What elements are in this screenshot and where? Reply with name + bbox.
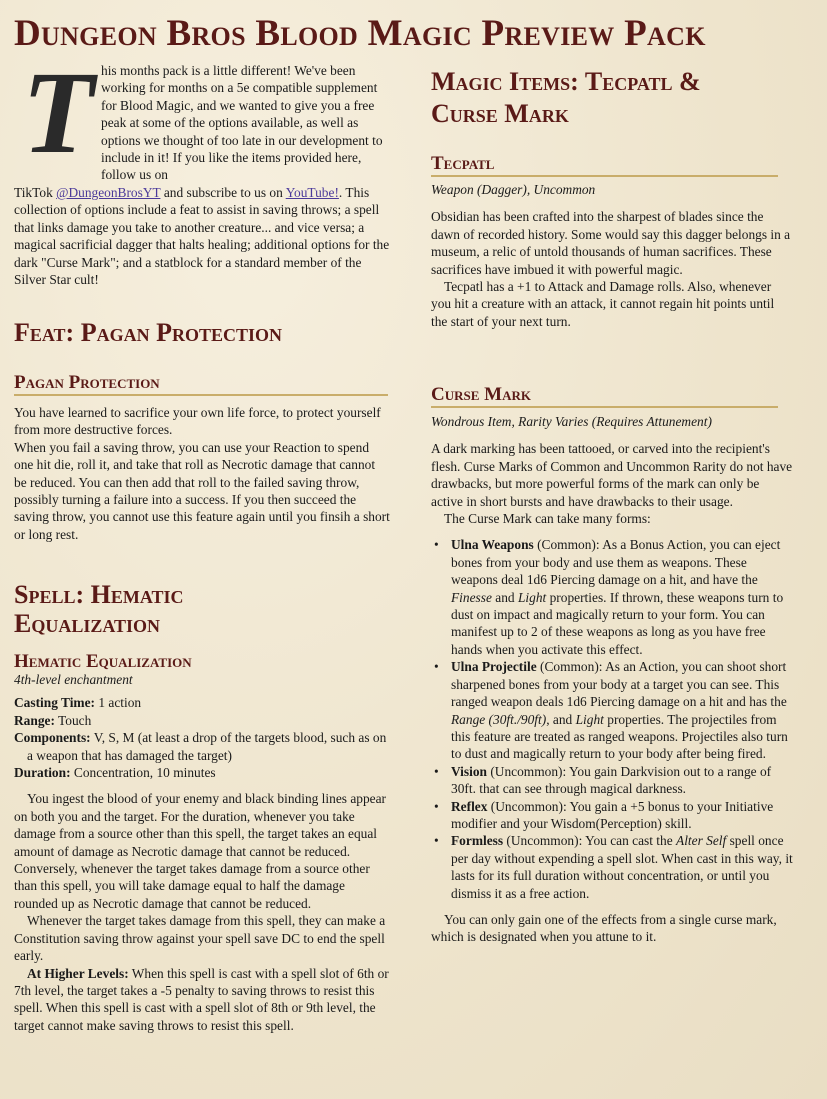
tecpatl-paragraph-2: Tecpatl has a +1 to Attack and Damage rolls. Also, whenever you hit a creature with an attack, it cannot regain hit points until the start of your next turn.	[431, 279, 775, 329]
list-item: • Ulna Projectile (Common): As an Action, you can shoot short sharpened bones from your body at a target you can see. This ranged weapon deals 1d6 Piercing damage on a hit and has the Range (30ft./90ft), and Light properties. The projectiles from this feature are treated as ranged weapons. Projectiles also turn to dust and magically return to your body after being fired.	[431, 658, 793, 762]
intro-text-top	[101, 62, 391, 184]
casting-time-value: 1 action	[98, 695, 142, 711]
tiktok-prefix: TikTok	[14, 185, 53, 200]
feat-paragraph-1: You have learned to sacrifice your own life force, to protect yourself from more destructive forces.	[14, 405, 381, 438]
higher-levels-text: When this spell is cast with a spell slot of 6th or 7th level, the target takes a -5 penalty to saving throws to resist this spell. When this spell is cast with a spell slot of 8th or 9th level, the target cannot make saving throws to resist this spell.	[14, 965, 389, 1033]
tiktok-link[interactable]: @DungeonBrosYT	[56, 185, 161, 200]
spell-name: Hematic Equalization	[14, 651, 192, 672]
components-value: V, S, M (at least a drop of the targets blood, such as on a weapon that has damaged the target)	[27, 730, 387, 763]
tecpatl-name: Tecpatl	[431, 153, 495, 174]
curse-mark-paragraph-1: A dark marking has been tattooed, or carved into the recipient's flesh. Curse Marks of Common and Uncommon Rarity do not have drawbacks, but more powerful forms of the mark can only be active in short bursts and have drawbacks to their usage.	[431, 441, 793, 509]
feat-name: Pagan Protection	[14, 372, 160, 393]
curse-mark-paragraph-3: You can only gain one of the effects from a single curse mark, which is designated when you attune to it.	[431, 911, 777, 945]
tecpatl-body	[431, 181, 793, 330]
intro-paragraph-b: TikTok @DungeonBrosYT and subscribe to us on YouTube!. This collection of options include a feat to assist in saving throws; a spell that links damage you take to another creature... and vice versa; a magical sacrificial dagger that halts healing; additional options for the dark "Curse Mark"; and a statblock for a standard member of the Silver Star cult!	[14, 185, 390, 288]
intro-paragraph-a: his months pack is a little different! We've been working for months on a 5e compatible supplement for Blood Magic, and we wanted to give you a free peak at some of the options available, as well as options we thought of too late in our development to include in it! If you like the items provided here, follow us on	[101, 63, 383, 183]
intro-summary: This collection of options include a feat to assist in saving throws; a spell that links damage you take to another creature... and vice versa; a magical sacrificial dagger that halts healing; additional options for the dark "Curse Mark"; and a statblock for a standard member of the Silver Star cult!	[14, 185, 390, 288]
feat-body	[14, 404, 390, 543]
spell-body	[14, 671, 390, 1034]
intro-text-bottom	[14, 184, 394, 288]
list-item: • Vision (Uncommon): You gain Darkvision out to a range of 30ft. that can see through magical darkness.	[431, 763, 793, 798]
duration	[14, 764, 390, 781]
duration-label: Duration:	[14, 765, 71, 781]
feat-section-title: Feat: Pagan Protection	[14, 318, 282, 347]
components-label: Components:	[14, 730, 91, 746]
spell-paragraph-2: Whenever the target takes damage from this spell, they can make a Constitution saving throw against your spell save DC to end the spell early.	[14, 913, 386, 964]
range-value: Touch	[58, 712, 92, 728]
curse-mark-divider	[431, 406, 778, 408]
list-item: • Ulna Weapons (Common): As a Bonus Action, you can eject bones from your body and use them as weapons. These weapons deal 1d6 Piercing damage on a hit, and have the Finesse and Light properties. If thrown, these weapons turn to dust on impact and magically return to your form. You can manifest up to 2 of these weapons as long as you have free hands when you activate this effect.	[431, 536, 793, 658]
tecpatl-type: Weapon (Dagger), Uncommon	[431, 182, 596, 197]
components	[14, 729, 390, 764]
curse-mark-body	[431, 413, 793, 946]
intro-mid-text: and subscribe to us on	[163, 185, 283, 200]
range	[14, 712, 390, 729]
spell-higher-levels	[14, 965, 390, 1035]
items-section-title-line-1: Magic Items: Tecpatl &	[431, 67, 701, 96]
spell-section-title: Spell: Hematic Equalization	[14, 580, 184, 638]
drop-cap: T	[21, 47, 95, 178]
spell-level: 4th-level enchantment	[14, 672, 133, 687]
feat-divider	[14, 394, 388, 396]
list-item: • Formless (Uncommon): You can cast the Alter Self spell once per day without expending a spell slot. When cast in this way, it lasts for its full duration without concentration, or until you dismiss it as a free action.	[431, 832, 793, 902]
tecpatl-paragraph-1: Obsidian has been crafted into the sharpest of blades since the dawn of recorded history. Some would say this dagger belongs in a museum, a relic of untold thousands of human sacrifices. These sacrifices have imbued it with powerful magic.	[431, 209, 791, 277]
spell-paragraph-1: You ingest the blood of your enemy and black binding lines appear on both you and the target. For the duration, whenever you take damage from a source other than this spell, the target takes an equal amount of damage as Necrotic damage that cannot be reduced. Conversely, whenever the target takes damage from a source other than this spell, you will take damage equal to half the damage rounded up as Necrotic damage that cannot be reduced.	[14, 791, 387, 911]
range-label: Range:	[14, 712, 55, 728]
curse-mark-paragraph-2: The Curse Mark can take many forms:	[444, 511, 651, 527]
curse-forms-list	[431, 536, 793, 902]
page-title: Dungeon Bros Blood Magic Preview Pack	[14, 13, 706, 54]
items-section-title-line-2: Curse Mark	[431, 99, 569, 128]
casting-time-label: Casting Time:	[14, 695, 95, 711]
casting-time	[14, 694, 390, 711]
curse-mark-name: Curse Mark	[431, 384, 531, 405]
duration-value: Concentration, 10 minutes	[73, 765, 216, 781]
list-item: • Reflex (Uncommon): You gain a +5 bonus to your Initiative modifier and your Wisdom(Perception) skill.	[431, 798, 793, 833]
youtube-link[interactable]: YouTube!	[285, 185, 339, 200]
tecpatl-divider	[431, 175, 778, 177]
feat-paragraph-2: When you fail a saving throw, you can use your Reaction to spend one hit die, roll it, and take that roll as Necrotic damage that cannot be reduced. You can then add that roll to the failed saving throw, possibly turning a failure into a success. If you then succeed the saving throw, you cannot use this feature again until you finsih a short or long rest.	[14, 439, 390, 542]
higher-levels-label: At Higher Levels:	[27, 965, 129, 981]
curse-mark-type: Wondrous Item, Rarity Varies (Requires Attunement)	[431, 414, 712, 429]
